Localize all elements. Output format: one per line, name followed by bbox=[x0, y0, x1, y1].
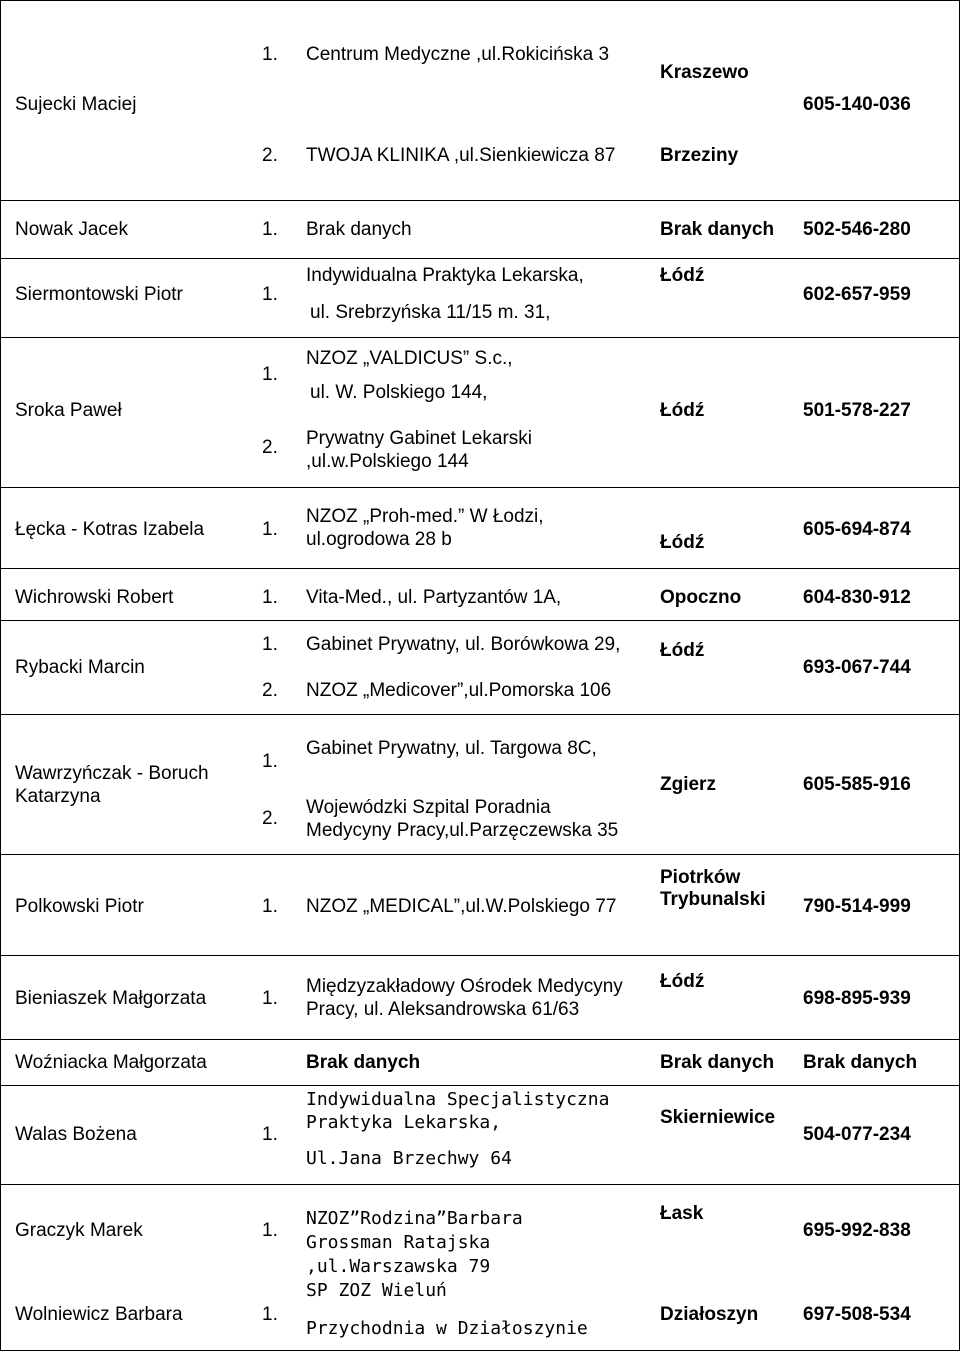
phone-number: 697-508-534 bbox=[803, 1304, 911, 1325]
entry-number: 1. bbox=[262, 988, 278, 1009]
row-divider bbox=[0, 955, 960, 956]
clinic-address: Grossman Ratajska bbox=[306, 1232, 491, 1253]
clinic-address: ,ul.w.Polskiego 144 bbox=[306, 451, 469, 472]
entry-number: 1. bbox=[262, 284, 278, 305]
clinic-address: Vita-Med., ul. Partyzantów 1A, bbox=[306, 587, 562, 608]
city: Skierniewice bbox=[660, 1107, 776, 1128]
clinic-address: Międzyzakładowy Ośrodek Medycyny bbox=[306, 976, 623, 997]
doctor-name: Wawrzyńczak - Boruch bbox=[15, 763, 209, 784]
clinic-address: NZOZ „VALDICUS” S.c., bbox=[306, 348, 513, 369]
clinic-address: Brak danych bbox=[306, 1052, 421, 1073]
doctor-name: Łęcka - Kotras Izabela bbox=[15, 519, 205, 540]
entry-number: 2. bbox=[262, 437, 278, 458]
doctor-name: Woźniacka Małgorzata bbox=[15, 1052, 207, 1073]
city: Brak danych bbox=[660, 219, 775, 240]
entry-number: 1. bbox=[262, 364, 278, 385]
entry-number: 1. bbox=[262, 219, 278, 240]
phone-number: 698-895-939 bbox=[803, 988, 911, 1009]
city: Brak danych bbox=[660, 1052, 775, 1073]
phone-number: 605-694-874 bbox=[803, 519, 911, 540]
doctor-name: Wolniewicz Barbara bbox=[15, 1304, 183, 1325]
row-divider bbox=[0, 1085, 960, 1086]
city: Łódź bbox=[660, 971, 705, 992]
clinic-address: Wojewódzki Szpital Poradnia bbox=[306, 797, 551, 818]
clinic-address: Gabinet Prywatny, ul. Targowa 8C, bbox=[306, 738, 597, 759]
doctor-name: Siermontowski Piotr bbox=[15, 284, 183, 305]
entry-number: 1. bbox=[262, 1220, 278, 1241]
doctor-name: Sroka Paweł bbox=[15, 400, 122, 421]
city: Łódź bbox=[660, 400, 705, 421]
clinic-address: NZOZ „Medicover”,ul.Pomorska 106 bbox=[306, 680, 612, 701]
doctor-name: Rybacki Marcin bbox=[15, 657, 145, 678]
row-divider bbox=[0, 487, 960, 488]
row-divider bbox=[0, 258, 960, 259]
phone-number: 602-657-959 bbox=[803, 284, 911, 305]
table-border-top bbox=[0, 0, 960, 1]
clinic-address: Gabinet Prywatny, ul. Borówkowa 29, bbox=[306, 634, 621, 655]
phone-number: 604-830-912 bbox=[803, 587, 911, 608]
city: Łask bbox=[660, 1203, 704, 1224]
phone-number: 693-067-744 bbox=[803, 657, 911, 678]
row-divider bbox=[0, 620, 960, 621]
clinic-address: NZOZ „Proh-med.” W Łodzi, bbox=[306, 506, 544, 527]
city: Łódź bbox=[660, 265, 705, 286]
phone-number: Brak danych bbox=[803, 1052, 918, 1073]
clinic-address: Medycyny Pracy,ul.Parzęczewska 35 bbox=[306, 820, 619, 841]
city: Opoczno bbox=[660, 587, 742, 608]
row-divider bbox=[0, 854, 960, 855]
clinic-address: Centrum Medyczne ,ul.Rokicińska 3 bbox=[306, 44, 610, 65]
clinic-address: ul. W. Polskiego 144, bbox=[310, 382, 488, 403]
entry-number: 2. bbox=[262, 808, 278, 829]
doctor-name: Polkowski Piotr bbox=[15, 896, 144, 917]
city: Działoszyn bbox=[660, 1304, 759, 1325]
city: Piotrków bbox=[660, 867, 741, 888]
doctor-name: Walas Bożena bbox=[15, 1124, 137, 1145]
clinic-address: TWOJA KLINIKA ,ul.Sienkiewicza 87 bbox=[306, 145, 616, 166]
entry-number: 1. bbox=[262, 751, 278, 772]
phone-number: 502-546-280 bbox=[803, 219, 911, 240]
clinic-address: Prywatny Gabinet Lekarski bbox=[306, 428, 532, 449]
phone-number: 605-140-036 bbox=[803, 94, 911, 115]
clinic-address: SP ZOZ Wieluń bbox=[306, 1280, 447, 1301]
entry-number: 1. bbox=[262, 519, 278, 540]
row-divider bbox=[0, 568, 960, 569]
clinic-address: ul. Srebrzyńska 11/15 m. 31, bbox=[310, 302, 551, 323]
row-divider bbox=[0, 200, 960, 201]
row-divider bbox=[0, 714, 960, 715]
row-divider bbox=[0, 337, 960, 338]
phone-number: 790-514-999 bbox=[803, 896, 911, 917]
phone-number: 695-992-838 bbox=[803, 1220, 911, 1241]
clinic-address: Indywidualna Praktyka Lekarska, bbox=[306, 265, 584, 286]
doctor-name: Katarzyna bbox=[15, 786, 101, 807]
entry-number: 1. bbox=[262, 587, 278, 608]
table-border-left bbox=[0, 0, 1, 1351]
doctor-name: Bieniaszek Małgorzata bbox=[15, 988, 207, 1009]
clinic-address: ul.ogrodowa 28 b bbox=[306, 529, 452, 550]
city: Zgierz bbox=[660, 774, 716, 795]
doctor-name: Graczyk Marek bbox=[15, 1220, 143, 1241]
clinic-address: NZOZ „MEDICAL”,ul.W.Polskiego 77 bbox=[306, 896, 617, 917]
clinic-address: Brak danych bbox=[306, 219, 412, 240]
city: Łódź bbox=[660, 640, 705, 661]
phone-number: 504-077-234 bbox=[803, 1124, 911, 1145]
clinic-address: Pracy, ul. Aleksandrowska 61/63 bbox=[306, 999, 580, 1020]
table-border-bottom bbox=[0, 1350, 960, 1351]
city: Kraszewo bbox=[660, 62, 749, 83]
clinic-address: ,ul.Warszawska 79 bbox=[306, 1256, 491, 1277]
entry-number: 1. bbox=[262, 44, 278, 65]
doctor-name: Sujecki Maciej bbox=[15, 94, 137, 115]
clinic-address: NZOZ”Rodzina”Barbara bbox=[306, 1208, 523, 1229]
entry-number: 1. bbox=[262, 896, 278, 917]
entry-number: 2. bbox=[262, 680, 278, 701]
row-divider bbox=[0, 1039, 960, 1040]
entry-number: 2. bbox=[262, 145, 278, 166]
city: Łódź bbox=[660, 532, 705, 553]
entry-number: 1. bbox=[262, 634, 278, 655]
row-divider bbox=[0, 1184, 960, 1185]
city: Brzeziny bbox=[660, 145, 739, 166]
phone-number: 501-578-227 bbox=[803, 400, 911, 421]
clinic-address: Ul.Jana Brzechwy 64 bbox=[306, 1148, 512, 1169]
phone-number: 605-585-916 bbox=[803, 774, 911, 795]
clinic-address: Indywidualna Specjalistyczna bbox=[306, 1089, 610, 1110]
doctor-name: Nowak Jacek bbox=[15, 219, 128, 240]
entry-number: 1. bbox=[262, 1304, 278, 1325]
doctor-name: Wichrowski Robert bbox=[15, 587, 174, 608]
city: Trybunalski bbox=[660, 889, 766, 910]
clinic-address: Praktyka Lekarska, bbox=[306, 1112, 502, 1133]
clinic-address: Przychodnia w Działoszynie bbox=[306, 1318, 588, 1339]
entry-number: 1. bbox=[262, 1124, 278, 1145]
